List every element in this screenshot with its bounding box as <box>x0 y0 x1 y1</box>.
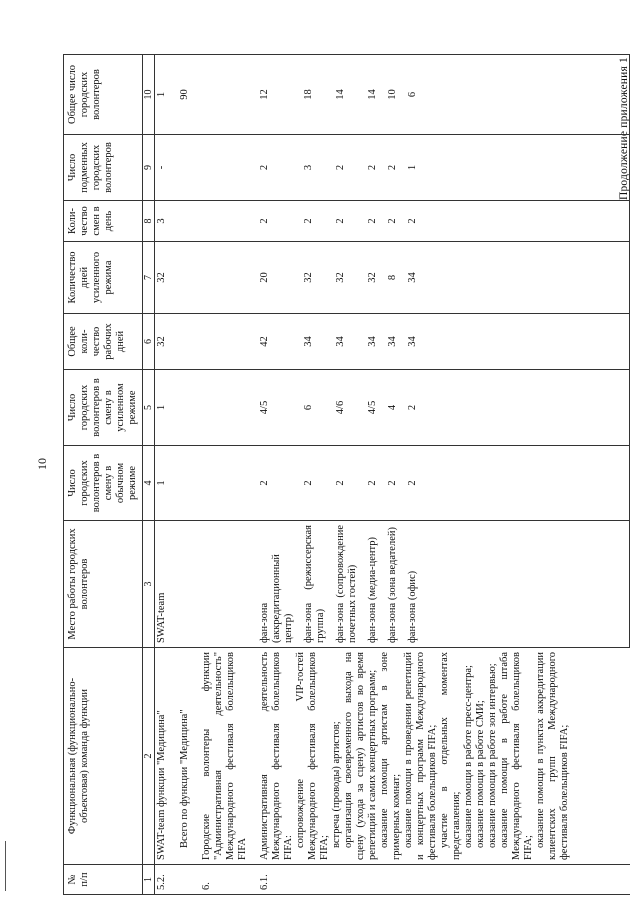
total-value: 90 <box>170 55 193 135</box>
total-cell: 12 <box>251 55 297 135</box>
enh-days-cell: 8 <box>381 242 401 314</box>
enhanced-cell: 4/5 <box>251 370 297 446</box>
function-cell: Городские волонтеры функции "Административная деятельность" Международного фестиваля болельщиков FIFA <box>193 648 251 865</box>
enhanced-cell: 1 <box>155 370 171 446</box>
substitute-cell: 2 <box>361 135 381 201</box>
column-number: 6 <box>143 314 155 370</box>
place-cell: фан-зона (зона ведателей) <box>381 521 401 648</box>
normal-cell: 2 <box>329 446 361 521</box>
function-cell: SWAT-team функции "Медицина" <box>155 648 171 865</box>
function-line: оказание помощи в работе СМИ; <box>475 700 486 848</box>
function-line: оказание помощи артистам в зоне гримерных комнат; <box>379 652 402 860</box>
total-cell: 1 <box>155 55 171 135</box>
enh-days-cell: 32 <box>155 242 171 314</box>
function-line: сопровождение VIP-гостей Международного фестиваля болельщиков FIFA; <box>295 652 330 860</box>
substitute-cell: 2 <box>329 135 361 201</box>
total-cell: 14 <box>361 55 381 135</box>
row-number: 6.1. <box>251 865 630 895</box>
normal-cell: 2 <box>251 446 297 521</box>
col-header: Общее число городских волонтеров <box>64 55 143 135</box>
substitute-cell: 3 <box>297 135 329 201</box>
place-cell: фан-зона (режиссерская группа) <box>297 521 329 648</box>
enhanced-cell: 4/5 <box>361 370 381 446</box>
days-cell: 42 <box>251 314 297 370</box>
column-number: 7 <box>143 242 155 314</box>
normal-cell: 2 <box>401 446 630 521</box>
col-header: Коли-чество смен в день <box>64 201 143 242</box>
function-line: Административная деятельность Международного фестиваля болельщиков FIFA: <box>259 652 294 860</box>
shifts-cell: 2 <box>297 201 329 242</box>
top-rule <box>5 841 6 891</box>
normal-cell: 2 <box>297 446 329 521</box>
row-number: 5.2. <box>155 865 171 895</box>
table-row <box>170 55 193 895</box>
normal-cell: 2 <box>381 446 401 521</box>
function-line: оказание помощи в работе зон интервью; <box>487 663 498 848</box>
enhanced-cell: 2 <box>401 370 630 446</box>
column-number: 9 <box>143 135 155 201</box>
col-header: Количество дней усиленного режима <box>64 242 143 314</box>
place-cell: фан-зона (аккредитационный центр) <box>251 521 297 648</box>
col-header: Функциональная (функционально-объектовая) команда функции <box>64 648 143 865</box>
function-line: встреча (проводы) артистов; <box>331 721 342 848</box>
shifts-cell: 2 <box>401 201 630 242</box>
table-row <box>251 55 297 895</box>
column-number: 10 <box>143 55 155 135</box>
enh-days-cell: 32 <box>361 242 381 314</box>
table-row <box>155 55 171 895</box>
appendix-label: Продолжение приложения 1 <box>618 57 630 201</box>
place-cell: фан-зона (офис) <box>401 521 630 648</box>
shifts-cell: 2 <box>251 201 297 242</box>
function-line: организация своевременного выхода на сцену (ухода за сцену) артистов во время репетиций и самих концертных программ; <box>343 652 378 860</box>
place-cell: фан-зона (медиа-центр) <box>361 521 381 648</box>
column-number: 4 <box>143 446 155 521</box>
table-header-row <box>64 55 143 895</box>
place-cell: фан-зона (сопровождение почетных гостей) <box>329 521 361 648</box>
page-number: 10 <box>35 458 49 470</box>
function-cell <box>251 648 630 865</box>
shifts-cell: 2 <box>361 201 381 242</box>
substitute-cell: 2 <box>251 135 297 201</box>
total-cell: 6 <box>401 55 630 135</box>
substitute-cell: 2 <box>381 135 401 201</box>
col-header: Место работы городских волонтеров <box>64 521 143 648</box>
place-cell: SWAT-team <box>155 521 171 648</box>
function-line: оказание помощи в пунктах аккредитации клиентских групп Международного фестиваля болельщиков FIFA; <box>535 652 570 860</box>
total-label: Всего по функции "Медицина" <box>170 648 193 865</box>
column-number-row <box>143 55 155 895</box>
col-header: Число городских волонтеров в смену в усиленном режиме <box>64 370 143 446</box>
row-number: 6. <box>193 865 251 895</box>
column-number: 2 <box>143 648 155 865</box>
function-line: оказание помощи в работе пресс-центра; <box>463 665 474 848</box>
function-line: оказание помощи в работе штаба Международного фестиваля болельщиков FIFA; <box>499 652 534 860</box>
shifts-cell: 3 <box>155 201 171 242</box>
substitute-cell: 1 <box>401 135 630 201</box>
enh-days-cell: 20 <box>251 242 297 314</box>
col-header: № п/п <box>64 865 143 895</box>
column-number: 3 <box>143 521 155 648</box>
column-number: 1 <box>143 865 155 895</box>
enh-days-cell: 32 <box>329 242 361 314</box>
days-cell: 34 <box>361 314 381 370</box>
enhanced-cell: 4/6 <box>329 370 361 446</box>
normal-cell: 2 <box>361 446 381 521</box>
shifts-cell: 2 <box>381 201 401 242</box>
column-number: 8 <box>143 201 155 242</box>
days-cell: 34 <box>381 314 401 370</box>
days-cell: 34 <box>329 314 361 370</box>
normal-cell: 1 <box>155 446 171 521</box>
col-header: Число городских волонтеров в смену в обычном режиме <box>64 446 143 521</box>
function-line: оказание помощи в проведении репетиций и концертных программ Международного фестиваля болельщиков FIFA; <box>403 652 438 860</box>
total-cell: 18 <box>297 55 329 135</box>
total-cell: 14 <box>329 55 361 135</box>
function-line: участие в отдельных моментах представления; <box>439 652 462 860</box>
enhanced-cell: 4 <box>381 370 401 446</box>
volunteer-table <box>63 54 630 895</box>
days-cell: 32 <box>155 314 171 370</box>
column-number: 5 <box>143 370 155 446</box>
table-row <box>193 55 251 895</box>
shifts-cell: 2 <box>329 201 361 242</box>
enh-days-cell: 34 <box>401 242 630 314</box>
substitute-cell: - <box>155 135 171 201</box>
enhanced-cell: 6 <box>297 370 329 446</box>
col-header: Общее коли-чество рабочих дней <box>64 314 143 370</box>
enh-days-cell: 32 <box>297 242 329 314</box>
days-cell: 34 <box>297 314 329 370</box>
col-header: Число подменных городских волонтеров <box>64 135 143 201</box>
days-cell: 34 <box>401 314 630 370</box>
total-cell: 10 <box>381 55 401 135</box>
